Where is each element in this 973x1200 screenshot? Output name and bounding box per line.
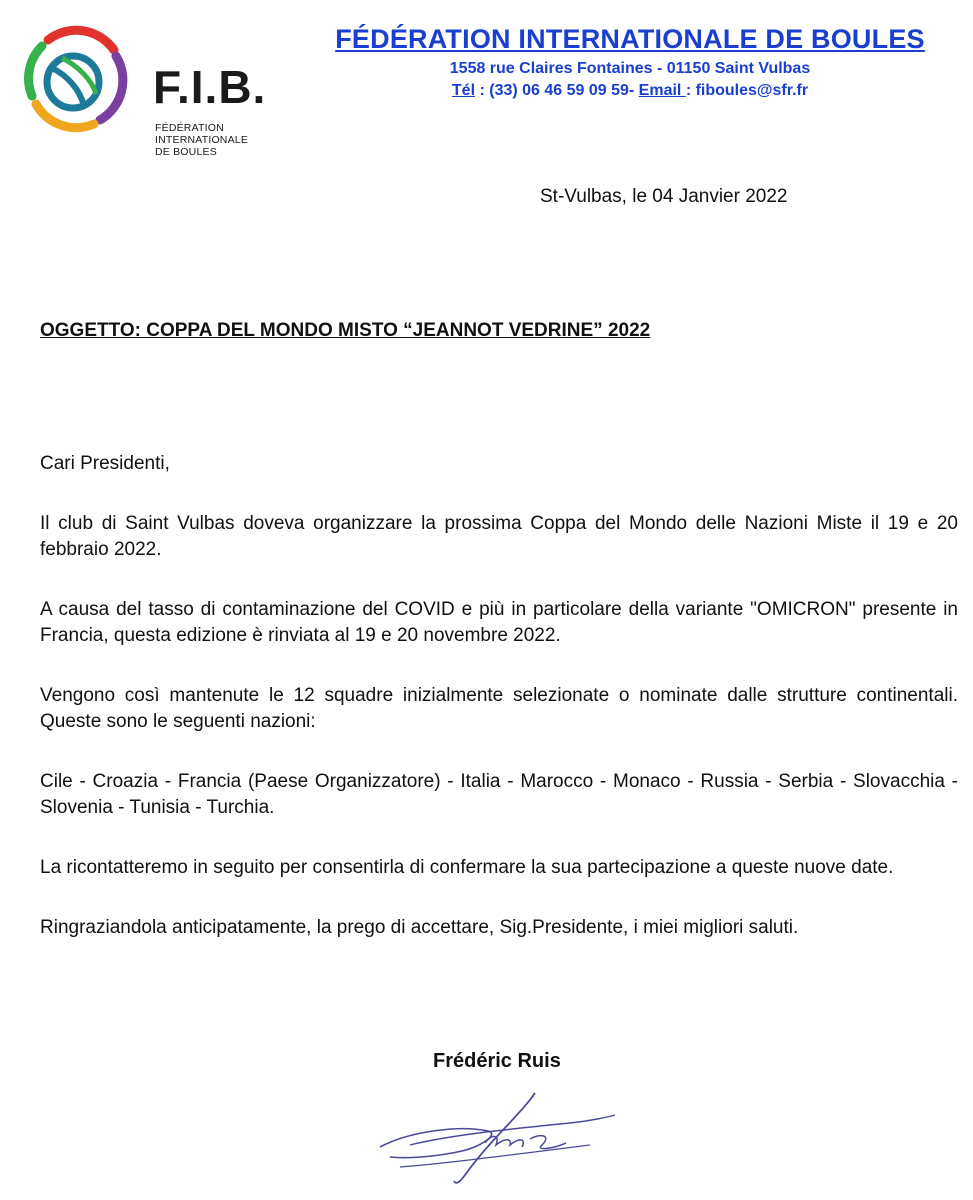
org-name: FÉDÉRATION INTERNATIONALE DE BOULES bbox=[335, 24, 925, 54]
letter-date: St-Vulbas, le 04 Janvier 2022 bbox=[540, 186, 788, 207]
closing: Ringraziandola anticipatamente, la prego di accettare, Sig.Presidente, i miei migliori saluti. bbox=[40, 917, 799, 938]
tel-label: Tél bbox=[451, 82, 476, 99]
letterhead bbox=[330, 22, 930, 102]
handwritten-signature-icon bbox=[370, 1085, 620, 1190]
logo-subtitle bbox=[155, 122, 308, 158]
email-value: : fiboules@sfr.fr bbox=[685, 82, 809, 99]
paragraph-5: La ricontatteremo in seguito per consentirla di confermare la sua partecipazione a queste nuove date. bbox=[40, 857, 894, 878]
paragraph-3: Vengono così mantenute le 12 squadre inizialmente selezionate o nominate dalle strutture continentali. Queste sono le seguenti nazioni: bbox=[40, 685, 958, 732]
signer-name: Frédéric Ruis bbox=[433, 1050, 561, 1072]
paragraph-1: Il club di Saint Vulbas doveva organizzare la prossima Coppa del Mondo delle Nazioni Miste il 19 e 20 febbraio 2022. bbox=[40, 513, 958, 560]
logo-subtitle-line1: FÉDÉRATION INTERNATIONALE bbox=[155, 122, 249, 146]
org-contact bbox=[330, 80, 930, 102]
email-label: Email bbox=[638, 82, 686, 99]
fib-logo bbox=[18, 20, 308, 158]
letter-subject: OGGETTO: COPPA DEL MONDO MISTO “JEANNOT VEDRINE” 2022 bbox=[40, 320, 651, 341]
logo-wordmark: F.I.B. bbox=[153, 61, 267, 113]
greeting: Cari Presidenti, bbox=[40, 453, 170, 474]
logo-subtitle-line2: DE BOULES bbox=[155, 146, 217, 158]
fib-emblem-icon bbox=[18, 20, 128, 135]
letter-body bbox=[40, 451, 958, 941]
paragraph-2: A causa del tasso di contaminazione del COVID e più in particolare della variante "OMICRON" presente in Francia, questa edizione è rinviata al 19 e 20 novembre 2022. bbox=[40, 599, 958, 646]
org-address: 1558 rue Claires Fontaines - 01150 Saint Vulbas bbox=[449, 60, 811, 77]
paragraph-4: Cile - Croazia - Francia (Paese Organizzatore) - Italia - Marocco - Monaco - Russia - Serbia - Slovacchia - Slovenia - Tunisia - Turchia. bbox=[40, 771, 958, 818]
tel-value: : (33) 06 46 59 09 59- bbox=[475, 82, 639, 99]
